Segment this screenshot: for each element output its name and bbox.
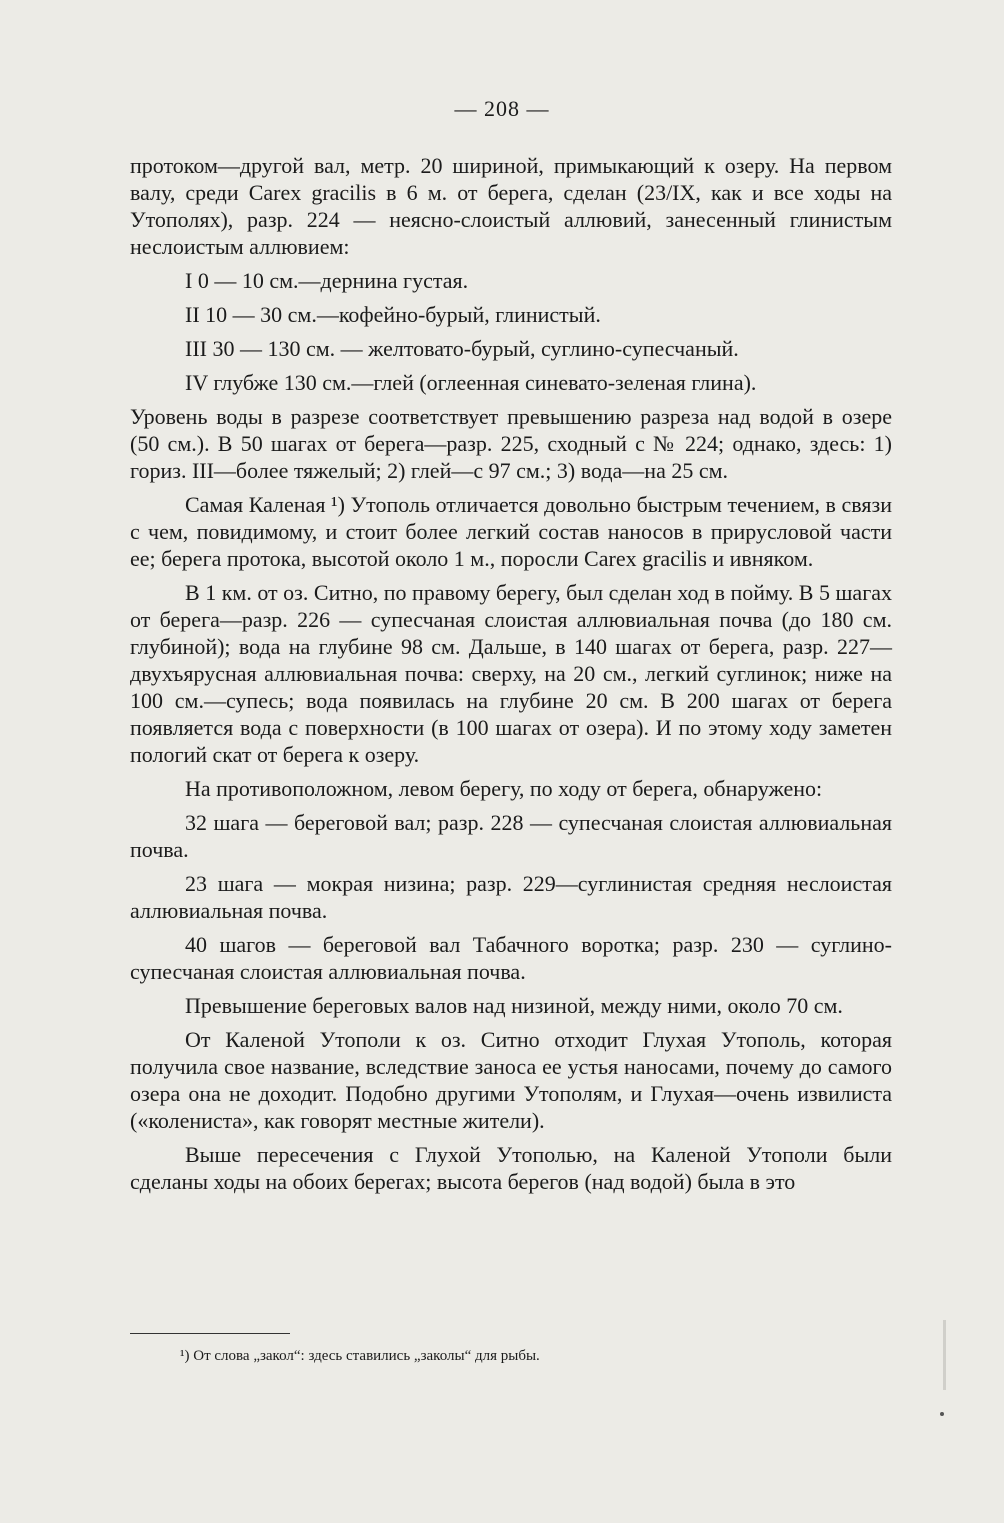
page-body	[130, 152, 892, 1202]
paragraph: 23 шага — мокрая низина; разр. 229—суглинистая средняя неслоистая аллювиальная почва.	[130, 871, 892, 923]
speck	[940, 1412, 944, 1416]
paragraph: протоком—другой вал, метр. 20 шириной, примыкающий к озеру. На первом валу, среди Carex gracilis в 6 м. от берега, сделан (23/IX, как и все ходы на Утополях), разр. 224 — неясно-слоистый аллювий, занесенный глинистым неслоистым аллювием:	[130, 153, 892, 259]
paragraph: На противоположном, левом берегу, по ходу от берега, обнаружено:	[185, 776, 823, 801]
paragraph: Выше пересечения с Глухой Утополью, на Каленой Утополи были сделаны ходы на обоих берегах; высота берегов (над водой) была в это	[130, 1142, 892, 1194]
footnote-rule	[130, 1333, 290, 1334]
paragraph: В 1 км. от оз. Ситно, по правому берегу, был сделан ход в пойму. В 5 шагах от берега—разр. 226 — супесчаная слоистая аллювиальная почва (до 180 см. глубиной); вода на глубине 98 см. Дальше, в 140 шагах от берега, разр. 227—двухъярусная аллювиальная почва: сверху, на 20 см., легкий суглинок; ниже на 100 см.—супесь; вода появилась на глубине 20 см. В 200 шагах от берега появляется вода с поверхности (в 100 шагах от озера). И по этому ходу заметен пологий скат от берега к озеру.	[130, 580, 892, 767]
horizon-line: I 0 — 10 см.—дернина густая.	[185, 268, 469, 293]
horizon-line: IV глубже 130 см.—глей (оглеенная синевато-зеленая глина).	[185, 370, 757, 395]
paragraph: Самая Каленая ¹) Утополь отличается довольно быстрым течением, в связи с чем, повидимому, и стоит более легкий состав наносов в прирусловой части ее; берега протока, высотой около 1 м., поросли Carex gracilis и ивняком.	[130, 492, 892, 571]
paragraph: 40 шагов — береговой вал Табачного воротка; разр. 230 — суглино-супесчаная слоистая аллювиальная почва.	[130, 932, 892, 984]
margin-stain	[943, 1320, 946, 1390]
page-number: — 208 —	[454, 96, 550, 121]
paragraph: Превышение береговых валов над низиной, между ними, около 70 см.	[185, 993, 843, 1018]
paragraph: 32 шага — береговой вал; разр. 228 — супесчаная слоистая аллювиальная почва.	[130, 810, 892, 862]
footnote: ¹) От слова „закол“: здесь ставились „заколы“ для рыбы.	[180, 1348, 540, 1364]
paragraph: Уровень воды в разрезе соответствует превышению разреза над водой в озере (50 см.). В 50 шагах от берега—разр. 225, сходный с № 224; однако, здесь: 1) гориз. III—более тяжелый; 2) глей—с 97 см.; 3) вода—на 25 см.	[130, 404, 892, 483]
paragraph: От Каленой Утополи к оз. Ситно отходит Глухая Утополь, которая получила свое название, вследствие заноса ее устья наносами, почему до самого озера она не доходит. Подобно другими Утополям, и Глухая—очень извилиста («коленистa», как говорят местные жители).	[130, 1027, 892, 1133]
horizon-line: II 10 — 30 см.—кофейно-бурый, глинистый.	[185, 302, 601, 327]
horizon-line: III 30 — 130 см. — желтовато-бурый, суглино-супесчаный.	[185, 336, 739, 361]
